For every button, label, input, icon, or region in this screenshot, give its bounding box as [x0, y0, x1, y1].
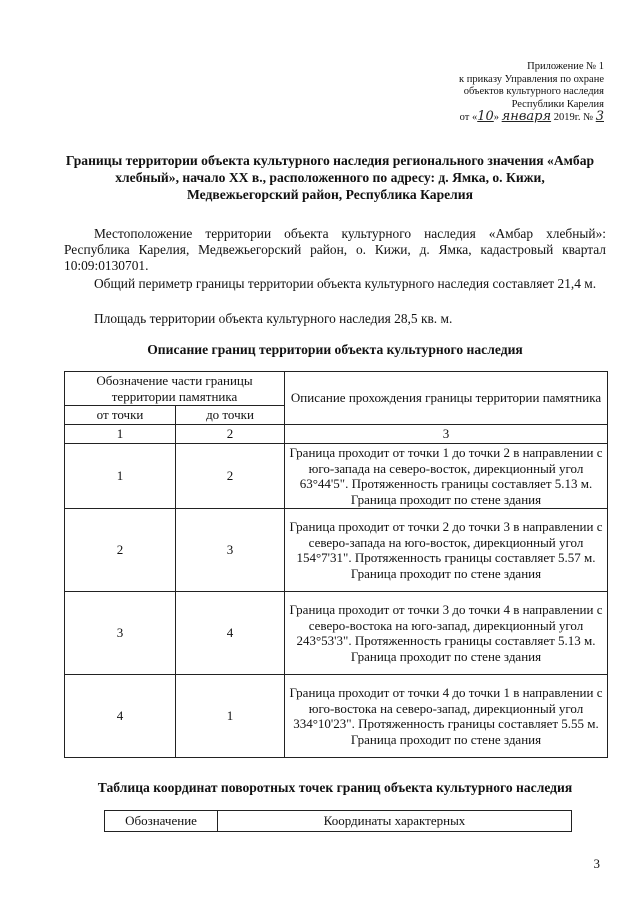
boundary-section-title: Описание границ территории объекта культурного наследия	[147, 342, 523, 357]
row-to: 3	[176, 509, 285, 592]
date-year: 2019г. №	[551, 112, 596, 124]
coordinates-table	[104, 810, 572, 832]
page-number: 3	[593, 856, 600, 871]
table-row	[65, 444, 608, 509]
row-from: 1	[65, 444, 176, 509]
handwritten-number: 3	[595, 109, 604, 125]
col-num-1: 1	[65, 425, 176, 444]
area-paragraph: Площадь территории объекта культурного наследия 28,5 кв. м.	[94, 311, 453, 326]
table-row	[65, 592, 608, 675]
col-num-3: 3	[285, 425, 608, 444]
row-from: 3	[65, 592, 176, 675]
header-desc: Описание прохождения границы территории памятника	[285, 372, 608, 425]
order-date-line	[384, 111, 604, 125]
table-header-row	[65, 372, 608, 406]
handwritten-month: января	[501, 109, 552, 125]
coords-section-title: Таблица координат поворотных точек границ объекта культурного наследия	[97, 780, 573, 795]
row-to: 4	[176, 592, 285, 675]
coords-col-designation: Обозначение	[105, 811, 218, 832]
annex-line-1: Приложение № 1	[527, 61, 604, 72]
header-part: Обозначение части границы территории памятника	[65, 372, 285, 406]
row-to: 1	[176, 675, 285, 758]
row-to: 2	[176, 444, 285, 509]
header-to: до точки	[176, 406, 285, 425]
perimeter-paragraph: Общий периметр границы территории объекта культурного наследия составляет 21,4 м.	[94, 276, 597, 291]
row-desc: Граница проходит от точки 2 до точки 3 в направлении с северо-запада на юго-восток, дирекционный угол 154°7'31". Протяженность границы составляет 5.57 м. Граница проходит по стене здания	[285, 509, 608, 592]
handwritten-day: 10	[477, 109, 494, 125]
date-prefix: от «	[459, 112, 478, 124]
row-desc: Граница проходит от точки 4 до точки 1 в направлении с юго-востока на северо-запад, дирекционный угол 334°10'23". Протяженность границы составляет 5.55 м. Граница проходит по стене здания	[285, 675, 608, 758]
row-desc: Граница проходит от точки 1 до точки 2 в направлении с юго-запада на северо-восток, дирекционный угол 63°44'5". Протяженность границы составляет 5.13 м. Граница проходит по стене здания	[285, 444, 608, 509]
table-row	[65, 675, 608, 758]
date-mid: »	[493, 112, 502, 124]
annex-line-3: объектов культурного наследия	[463, 86, 604, 98]
header-from: от точки	[65, 406, 176, 425]
document-title: Границы территории объекта культурного наследия регионального значения «Амбар хлебный», начало XX в., расположенного по адресу: д. Ямка, о. Кижи, Медвежьегорский район, Республика Карелия	[65, 153, 595, 202]
column-number-row	[65, 425, 608, 444]
annex-line-2: к приказу Управления по охране	[459, 73, 604, 85]
annex-header	[384, 61, 604, 125]
row-desc: Граница проходит от точки 3 до точки 4 в направлении с северо-востока на юго-запад, дирекционный угол 243°53'3". Протяженность границы составляет 5.13 м. Граница проходит по стене здания	[285, 592, 608, 675]
location-paragraph: Местоположение территории объекта культурного наследия «Амбар хлебный»: Республика Карелия, Медвежьегорский район, о. Кижи, д. Ямка, кадастровый квартал 10:09:0130701.	[64, 226, 606, 273]
col-num-2: 2	[176, 425, 285, 444]
table-row	[65, 509, 608, 592]
boundary-table	[64, 371, 608, 758]
row-from: 2	[65, 509, 176, 592]
coords-header-row	[105, 811, 572, 832]
coords-col-coordinates: Координаты характерных	[218, 811, 572, 832]
row-from: 4	[65, 675, 176, 758]
annex-line-4: Республики Карелия	[511, 98, 604, 110]
